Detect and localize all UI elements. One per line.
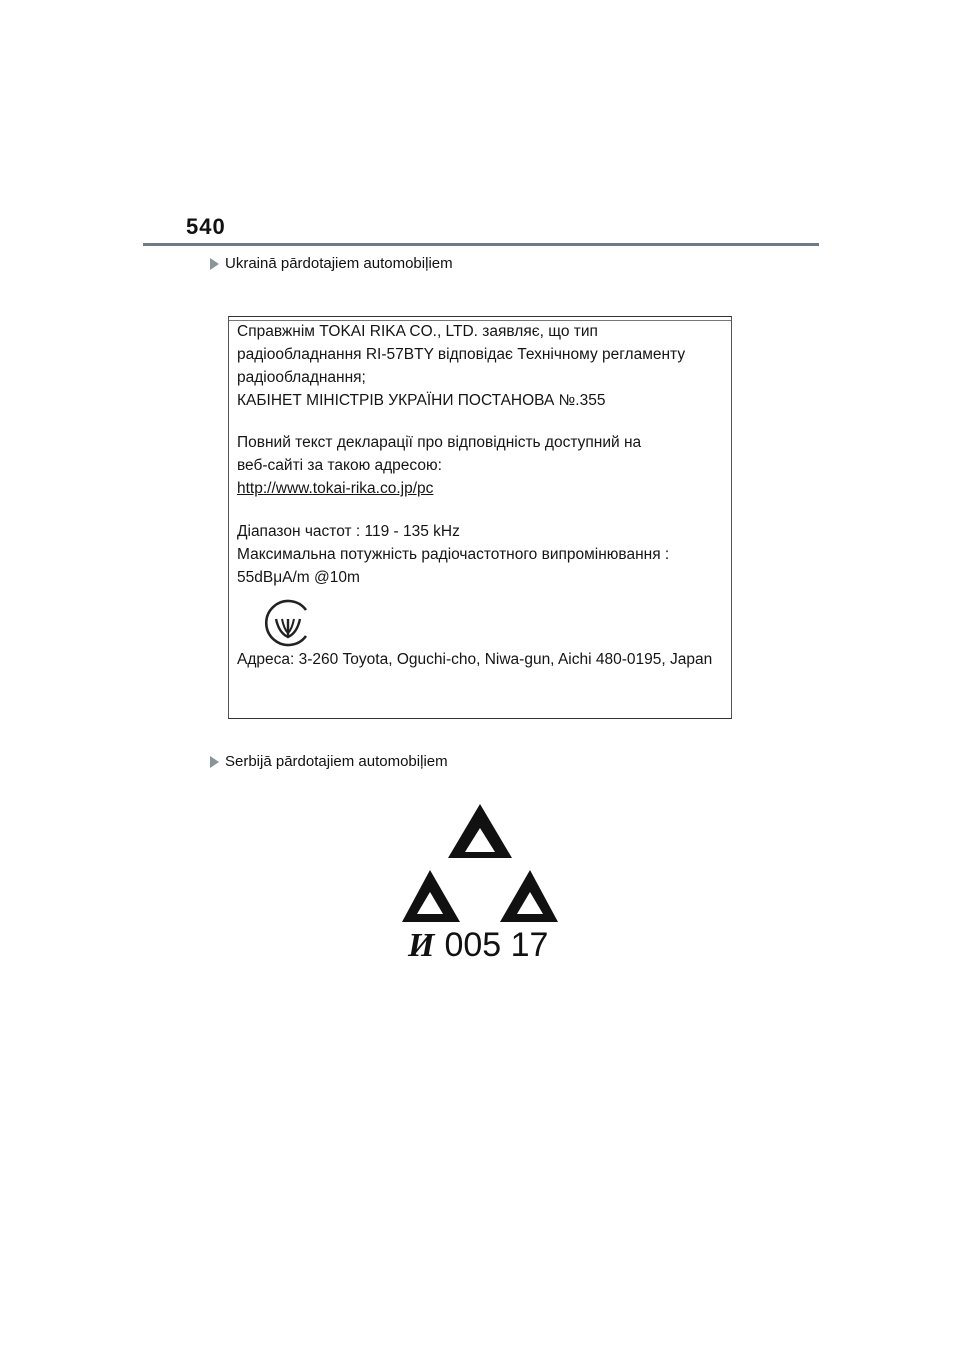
declaration-line: Повний текст декларації про відповідність доступний на — [237, 434, 642, 451]
declaration-line: Максимальна потужність радіочастотного випромінювання : — [237, 546, 670, 563]
declaration-paragraph-3 — [237, 520, 717, 589]
serbian-approval-code — [408, 926, 548, 965]
declaration-line: радіообладнання; — [237, 369, 366, 386]
declaration-line: радіообладнання RI-57BTY відповідає Технічному регламенту — [237, 346, 686, 363]
declaration-line: 55dBμA/m @10m — [237, 569, 360, 586]
declaration-line: Діапазон частот : 119 - 135 kHz — [237, 523, 460, 540]
serbian-approval-letter: И — [408, 927, 435, 964]
declaration-line: КАБІНЕТ МІНІСТРІВ УКРАЇНИ ПОСТАНОВА №.355 — [237, 392, 606, 409]
triangle-bullet-icon — [210, 258, 219, 270]
section-heading-ukraine-label: Ukrainā pārdotajiem automobiļiem — [225, 255, 453, 272]
serbian-approval-number: 005 17 — [444, 926, 549, 964]
serbian-conformity-triangles-icon — [400, 802, 560, 930]
declaration-paragraph-2 — [237, 431, 717, 500]
header-rule — [143, 243, 819, 246]
section-heading-serbia-label: Serbijā pārdotajiem automobiļiem — [225, 753, 448, 770]
declaration-paragraph-1 — [237, 320, 717, 412]
declaration-url-link[interactable]: http://www.tokai-rika.co.jp/pc — [237, 480, 434, 497]
page-number: 540 — [186, 214, 226, 239]
declaration-box — [228, 316, 732, 719]
section-heading-ukraine — [210, 255, 453, 272]
declaration-line: веб-сайті за такою адресою: — [237, 457, 442, 474]
triangle-bullet-icon — [210, 756, 219, 768]
section-heading-serbia — [210, 753, 448, 770]
ukrainian-conformity-mark-icon — [262, 597, 314, 649]
declaration-line: Справжнім TOKAI RIKA CO., LTD. заявляє, що тип — [237, 323, 598, 340]
declaration-address: Адреса: 3-260 Toyota, Oguchi-cho, Niwa-gun, Aichi 480-0195, Japan — [237, 651, 713, 668]
